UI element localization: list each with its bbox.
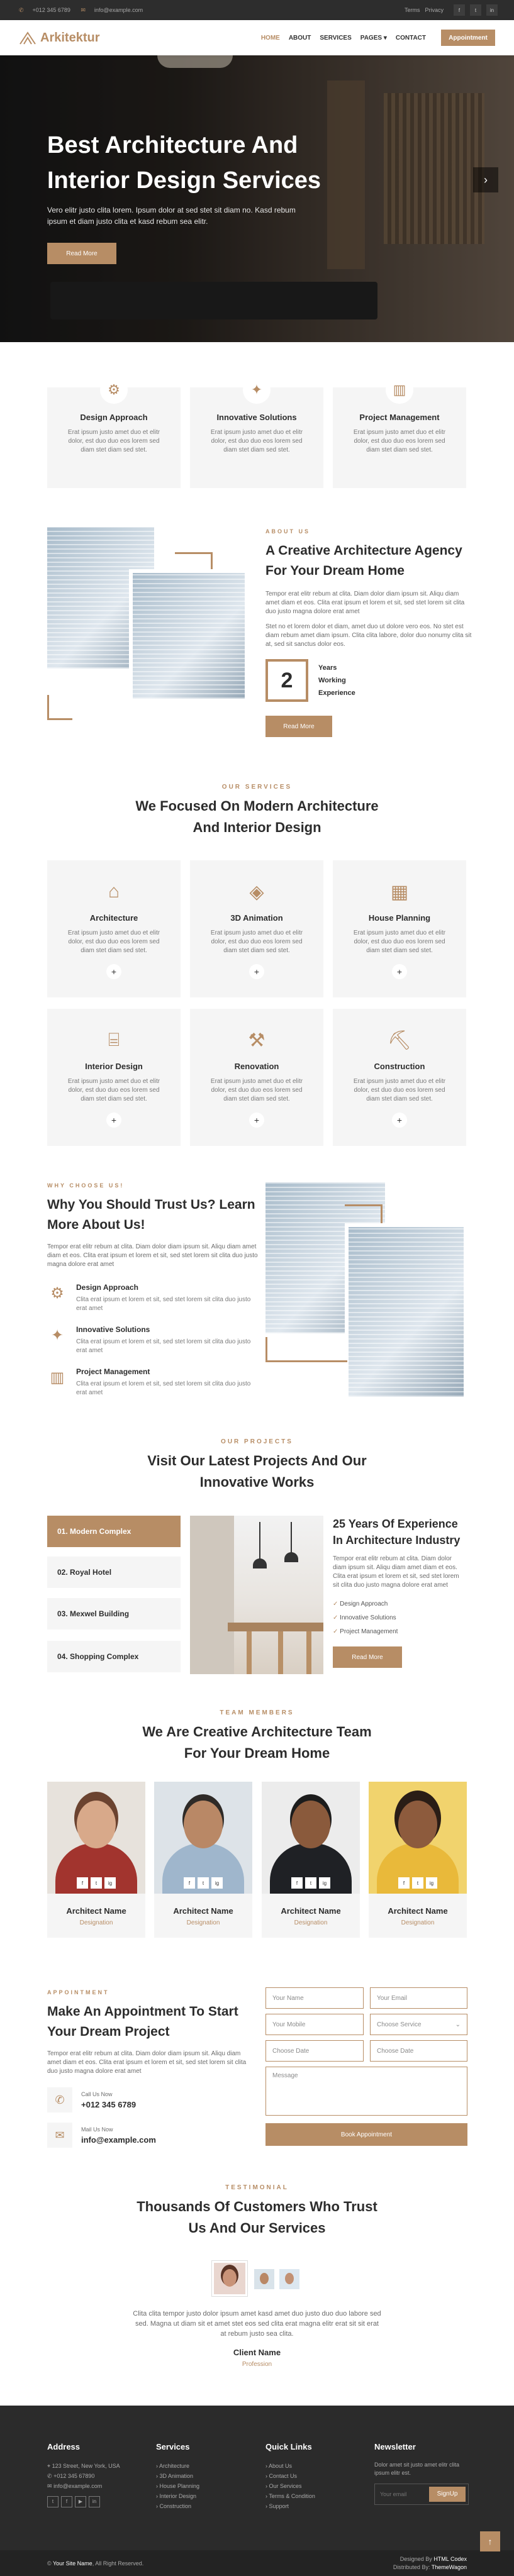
copyright-brand[interactable]: Your Site Name (52, 2560, 92, 2567)
distributed-by-link[interactable]: ThemeWagon (431, 2563, 467, 2570)
years-count: 2 (265, 659, 308, 702)
fact-text: Erat ipsum justo amet duo et elitr dolor, est duo duo eos lorem sed diam stet diam sed stet. (210, 429, 303, 453)
fact-title: Project Management (359, 413, 440, 422)
date-field[interactable]: Choose Date (265, 2040, 364, 2062)
designed-by (393, 2555, 467, 2563)
appointment-button[interactable]: Appointment (441, 30, 495, 46)
service-title: 3D Animation (230, 913, 283, 923)
linkedin-icon[interactable]: in (486, 4, 498, 16)
instagram-icon[interactable]: ig (319, 1877, 330, 1889)
hero-carousel (0, 55, 514, 342)
why-image-2 (345, 1223, 467, 1401)
service-card-architecture (47, 860, 181, 997)
kitchen-island-top (228, 1623, 323, 1631)
project-heading: 25 Years Of Experience In Architecture Industry (333, 1518, 461, 1546)
instagram-icon[interactable]: ig (426, 1877, 437, 1889)
team-title: We Are Creative Architecture Team For Your Dream Home (142, 1724, 372, 1761)
twitter-icon[interactable]: t (412, 1877, 423, 1889)
footer-link-text: Our Services (269, 2483, 302, 2489)
footer-quick-link[interactable]: › Terms & Condition (265, 2493, 315, 2499)
hero-read-more-button[interactable]: Read More (47, 243, 116, 264)
nav-pages[interactable] (360, 35, 387, 42)
chevron-down-icon: ▾ (383, 34, 387, 42)
feature-text: Clita erat ipsum et lorem et sit, sed stet lorem sit clita duo justo erat amet (76, 1296, 251, 1312)
project-tab-4[interactable]: 04. Shopping Complex (47, 1641, 181, 1672)
message-field[interactable]: Message (265, 2067, 467, 2116)
footer-service-link[interactable]: › 3D Animation (156, 2473, 194, 2479)
service-text: Erat ipsum justo amet duo et elitr dolor, est duo duo eos lorem sed diam stet diam sed stet. (67, 930, 160, 954)
feature-text: Clita erat ipsum et lorem et sit, sed stet lorem sit clita duo justo erat amet (76, 1338, 251, 1354)
twitter-icon[interactable]: t (470, 4, 481, 16)
plus-icon[interactable]: + (249, 964, 264, 979)
member-role: Designation (186, 1919, 220, 1926)
service-text: Erat ipsum justo amet duo et elitr dolor, est duo duo eos lorem sed diam stet diam sed stet. (353, 930, 446, 954)
logo[interactable] (19, 30, 99, 45)
projects-title: Visit Our Latest Projects And Our Innovative Works (147, 1453, 367, 1490)
stool (306, 1631, 311, 1674)
service-text: Erat ipsum justo amet duo et elitr dolor, est duo duo eos lorem sed diam stet diam sed stet. (210, 930, 303, 954)
youtube-icon[interactable]: ▶ (75, 2496, 86, 2507)
footer-email (47, 2481, 142, 2491)
member-name: Architect Name (66, 1906, 126, 1916)
footer-quick-link[interactable]: › Contact Us (265, 2473, 298, 2479)
member-role: Designation (294, 1919, 328, 1926)
animation-icon: ◈ (249, 881, 264, 902)
service-title: House Planning (368, 913, 431, 923)
service-card-renovation (190, 1009, 323, 1146)
mail-label: Mail Us Now (81, 2126, 113, 2133)
testimonial-title: Thousands Of Customers Who Trust Us And Our Services (137, 2199, 377, 2236)
feature-title: Project Management (76, 1367, 150, 1376)
footer (0, 2406, 514, 2576)
member-name: Architect Name (388, 1906, 448, 1916)
service-card-interior-design (47, 1009, 181, 1146)
member-name: Architect Name (173, 1906, 233, 1916)
footer-service-link[interactable]: › Interior Design (156, 2493, 197, 2499)
services-label: OUR SERVICES (221, 784, 293, 791)
back-to-top-arrow-icon[interactable]: ↑ (480, 2531, 500, 2551)
why-feature (47, 1367, 255, 1397)
project-list-text: Design Approach (340, 1601, 388, 1607)
feature-text: Clita erat ipsum et lorem et sit, sed stet lorem sit clita duo justo erat amet (76, 1380, 251, 1396)
check-icon: ✓ (333, 1601, 338, 1607)
fact-card-design (47, 382, 181, 488)
service-title: Construction (374, 1062, 425, 1071)
fact-card-innovative (190, 382, 323, 488)
project-tab-3[interactable]: 03. Mexwel Building (47, 1598, 181, 1629)
twitter-icon[interactable]: t (47, 2496, 59, 2507)
pendant-lamp (253, 1558, 267, 1568)
services-title: We Focused On Modern Architecture And Interior Design (135, 798, 379, 835)
service-select-value: Choose Service (377, 2021, 422, 2028)
twitter-icon[interactable]: t (305, 1877, 316, 1889)
call-number[interactable]: +012 345 6789 (81, 2099, 137, 2109)
footer-link-text: Contact Us (269, 2473, 298, 2479)
facebook-icon[interactable]: f (291, 1877, 303, 1889)
why-title: Why You Should Trust Us? Learn More About Us! (47, 1197, 255, 1232)
location-icon: ⌖ (47, 2463, 51, 2469)
time-field[interactable]: Choose Date (370, 2040, 467, 2062)
nav-contact[interactable]: CONTACT (395, 34, 426, 42)
newsletter-email-input[interactable] (375, 2484, 425, 2504)
footer-links-title: Quick Links (265, 2442, 312, 2451)
navbar (0, 20, 514, 55)
terms-link[interactable]: Terms (404, 7, 420, 13)
linkedin-icon[interactable]: in (89, 2496, 100, 2507)
hero-text: Vero elitr justo clita lorem. Ipsum dolor at sed stet sit diam no. Kasd rebum ipsum et diam justo clita et kasd rebum sea elitr. (47, 206, 296, 226)
service-text: Erat ipsum justo amet duo et elitr dolor, est duo duo eos lorem sed diam stet diam sed stet. (67, 1078, 160, 1102)
plus-icon[interactable]: + (249, 1113, 264, 1128)
about-title: A Creative Architecture Agency For Your Dream Home (265, 543, 462, 578)
service-card-construction (333, 1009, 466, 1146)
topbar-phone: +012 345 6789 (32, 6, 70, 13)
project-text: Tempor erat elitr rebum at clita. Diam dolor diam ipsum sit. Aliqu diam amet diam et eos. Clita erat ipsum et lorem et sit, sed stet lorem sit clita duo justo magna dolore erat amet (333, 1555, 459, 1589)
copyright: © Your Site Name, All Right Reserved. (47, 2560, 144, 2567)
project-image (190, 1516, 323, 1674)
service-title: Renovation (234, 1062, 279, 1071)
stool (247, 1631, 252, 1674)
mobile-field[interactable]: Your Mobile (265, 2014, 364, 2035)
client-avatar[interactable] (279, 2269, 299, 2289)
service-card-3d-animation (190, 860, 323, 997)
footer-service-link[interactable]: › Architecture (156, 2463, 190, 2469)
facebook-icon[interactable]: f (184, 1877, 195, 1889)
logo-text: Arkitektur (40, 30, 100, 45)
email-field[interactable]: Your Email (370, 1987, 467, 2009)
footer-link-text: Interior Design (159, 2493, 197, 2499)
service-title: Architecture (89, 913, 138, 923)
fact-title: Design Approach (80, 413, 148, 422)
instagram-icon[interactable]: ig (211, 1877, 223, 1889)
testimonial-label: TESTIMONIAL (225, 2184, 289, 2191)
footer-link-text: House Planning (159, 2483, 200, 2489)
member-name: Architect Name (281, 1906, 341, 1916)
facebook-icon[interactable]: f (454, 4, 465, 16)
design-icon: ⚙ (50, 1284, 64, 1302)
project-tab-1[interactable]: 01. Modern Complex (47, 1516, 181, 1547)
pendant-lamp (284, 1552, 298, 1562)
innovation-icon: ✦ (50, 1326, 64, 1344)
innovation-icon: ✦ (243, 376, 271, 404)
footer-services-title: Services (156, 2442, 190, 2451)
nav-services[interactable]: SERVICES (320, 34, 352, 42)
chart-icon: ▥ (50, 1368, 65, 1386)
designed-by-label: Designed By (399, 2555, 434, 2562)
plus-icon[interactable]: + (106, 1113, 121, 1128)
newsletter-text: Dolor amet sit justo amet elitr clita ipsum elitr est. (374, 2462, 460, 2476)
phone-icon: ✆ (47, 2087, 72, 2112)
pendant-cord (291, 1522, 292, 1553)
feature-title: Design Approach (76, 1283, 138, 1292)
logo-icon (19, 30, 36, 45)
topbar (0, 0, 514, 20)
service-text: Erat ipsum justo amet duo et elitr dolor, est duo duo eos lorem sed diam stet diam sed stet. (353, 1078, 446, 1102)
privacy-link[interactable]: Privacy (425, 7, 444, 13)
project-read-more-button[interactable]: Read More (333, 1646, 402, 1668)
email-icon: ✉ (81, 6, 86, 13)
design-icon: ⚙ (100, 376, 128, 404)
house-plan-icon: ▦ (390, 881, 409, 902)
footer-link-text: Architecture (159, 2463, 190, 2469)
footer-link-text: Terms & Condition (269, 2493, 315, 2499)
footer-link-text: Construction (159, 2503, 192, 2509)
facebook-icon[interactable]: f (61, 2496, 72, 2507)
renovation-icon: ⚒ (248, 1030, 265, 1051)
team-photo (369, 1782, 467, 1894)
about-frame-decor-bottom (47, 695, 72, 720)
footer-service-link[interactable]: › Construction (156, 2503, 192, 2509)
team-card (154, 1782, 252, 1938)
interior-icon: ⌸ (108, 1030, 120, 1050)
footer-phone (47, 2471, 142, 2481)
twitter-icon[interactable]: t (91, 1877, 102, 1889)
call-label: Call Us Now (81, 2090, 113, 2097)
team-card (47, 1782, 145, 1938)
appointment-text: Tempor erat elitr rebum at clita. Diam dolor diam ipsum sit. Aliqu diam amet diam et eos. Clita erat ipsum et lorem et sit, sed stet lorem sit clita duo justo magna dolore erat amet (47, 2050, 247, 2075)
footer-quick-link[interactable]: › Our Services (265, 2483, 302, 2489)
designed-by-link[interactable]: HTML Codex (433, 2555, 467, 2562)
footer-phone-text: +012 345 67890 (53, 2473, 95, 2479)
service-card-house-planning (333, 860, 466, 997)
nav-home[interactable]: HOME (260, 34, 280, 42)
client-avatar[interactable] (254, 2269, 274, 2289)
about-read-more-button[interactable]: Read More (265, 716, 332, 737)
next-slide-arrow-icon[interactable]: › (473, 167, 498, 192)
appointment-label: APPOINTMENT (47, 1989, 109, 1996)
why-feature (47, 1283, 255, 1313)
email-icon: ✉ (47, 2123, 72, 2148)
footer-address (47, 2461, 142, 2471)
facebook-icon[interactable]: f (398, 1877, 410, 1889)
footer-link-text: Support (269, 2503, 289, 2509)
why-label: WHY CHOOSE US! (47, 1182, 125, 1189)
fact-title: Innovative Solutions (216, 413, 297, 422)
phone-icon: ✆ (47, 2473, 52, 2479)
twitter-icon[interactable]: t (198, 1877, 209, 1889)
member-role: Designation (79, 1919, 113, 1926)
name-field[interactable]: Your Name (265, 1987, 364, 2009)
plus-icon[interactable]: + (392, 1113, 407, 1128)
mail-address[interactable]: info@example.com (81, 2135, 156, 2145)
years-text: Years Working Experience (318, 664, 355, 697)
footer-email-text: info@example.com (53, 2483, 103, 2489)
service-select[interactable] (370, 2014, 467, 2035)
testimonial-text: Clita clita tempor justo dolor ipsum amet kasd amet duo justo duo duo labore sed sed. Magna ut diam sit et amet stet eos sed clita erat magna elitr erat sit sit erat at rebum justo sea clita. (133, 2310, 381, 2338)
chart-icon: ▥ (386, 376, 413, 404)
why-feature (47, 1325, 255, 1355)
team-photo (262, 1782, 360, 1894)
fact-text: Erat ipsum justo amet duo et elitr dolor, est duo duo eos lorem sed diam stet diam sed stet. (67, 429, 160, 453)
fact-card-management (333, 382, 466, 488)
book-appointment-button[interactable]: Book Appointment (265, 2123, 467, 2146)
pendant-cord (259, 1522, 260, 1560)
check-icon: ✓ (333, 1614, 338, 1621)
hero-overlay (0, 55, 514, 342)
hero-title: Best Architecture And Interior Design Services (47, 132, 321, 194)
footer-quick-link[interactable]: › Support (265, 2503, 289, 2509)
email-icon: ✉ (47, 2483, 52, 2489)
distributed-by (393, 2563, 467, 2572)
stool (278, 1631, 283, 1674)
project-list-text: Innovative Solutions (340, 1614, 396, 1621)
newsletter-signup-button[interactable]: SignUp (429, 2487, 466, 2502)
nav-about[interactable]: ABOUT (288, 34, 311, 42)
footer-service-link[interactable]: › House Planning (156, 2483, 200, 2489)
phone-icon: ✆ (19, 6, 24, 13)
appointment-title: Make An Appointment To Start Your Dream Project (47, 2004, 238, 2039)
client-avatar-active[interactable] (212, 2261, 247, 2296)
kitchen-cabinet (190, 1516, 234, 1674)
client-name: Client Name (233, 2348, 281, 2357)
projects-label: OUR PROJECTS (221, 1438, 293, 1445)
team-photo (47, 1782, 145, 1894)
project-list-item (333, 1611, 466, 1625)
about-text-2: Stet no et lorem dolor et diam, amet duo ut dolore vero eos. No stet est diam rebum amet diam ipsum. Clita clita labore, dolor duo nonumy clita sit at, sed sit sanctus dolor eos. (265, 623, 472, 648)
footer-link-text: 3D Animation (159, 2473, 194, 2479)
feature-title: Innovative Solutions (76, 1325, 150, 1334)
team-card (262, 1782, 360, 1938)
fact-text: Erat ipsum justo amet duo et elitr dolor, est duo duo eos lorem sed diam stet diam sed stet. (353, 429, 446, 453)
why-text: Tempor erat elitr rebum at clita. Diam dolor diam ipsum sit. Aliqu diam amet diam et eos. Clita erat ipsum et lorem et sit, sed stet lorem sit clita duo justo magna dolore erat amet (47, 1243, 258, 1268)
project-list-text: Project Management (340, 1628, 398, 1635)
facebook-icon[interactable]: f (77, 1877, 88, 1889)
plus-icon[interactable]: + (392, 964, 407, 979)
check-icon: ✓ (333, 1628, 338, 1635)
team-label: TEAM MEMBERS (220, 1709, 294, 1716)
service-text: Erat ipsum justo amet duo et elitr dolor, est duo duo eos lorem sed diam stet diam sed stet. (210, 1078, 303, 1102)
client-profession: Profession (242, 2361, 272, 2368)
project-tab-2[interactable]: 02. Royal Hotel (47, 1557, 181, 1588)
chevron-down-icon: ⌄ (455, 2021, 461, 2028)
team-photo (154, 1782, 252, 1894)
architecture-icon: ⌂ (108, 881, 120, 902)
topbar-email: info@example.com (94, 6, 143, 13)
footer-quick-link[interactable]: › About Us (265, 2463, 293, 2469)
construction-icon: ⛏ (387, 1030, 412, 1051)
about-text-1: Tempor erat elitr rebum at clita. Diam dolor diam ipsum sit. Aliqu diam amet diam et eos. Clita erat ipsum et lorem et sit, sed stet lorem sit clita duo justo magna dolore erat amet (265, 591, 465, 615)
member-role: Designation (401, 1919, 435, 1926)
project-list-item (333, 1597, 466, 1611)
instagram-icon[interactable]: ig (104, 1877, 116, 1889)
about-label: ABOUT US (265, 528, 310, 535)
footer-newsletter-title: Newsletter (374, 2442, 416, 2451)
footer-address-title: Address (47, 2442, 81, 2451)
plus-icon[interactable]: + (106, 964, 121, 979)
why-frame-decor-bottom (265, 1337, 347, 1362)
footer-bottom (0, 2550, 514, 2576)
nav-pages-label: PAGES (360, 34, 383, 42)
about-image-2 (129, 569, 249, 702)
service-title: Interior Design (85, 1062, 143, 1071)
footer-address-text: 123 Street, New York, USA (52, 2463, 120, 2469)
distributed-by-label: Distributed By: (393, 2563, 432, 2570)
project-list-item (333, 1625, 466, 1639)
copyright-text: , All Right Reserved. (92, 2560, 144, 2567)
team-card (369, 1782, 467, 1938)
footer-link-text: About Us (269, 2463, 293, 2469)
